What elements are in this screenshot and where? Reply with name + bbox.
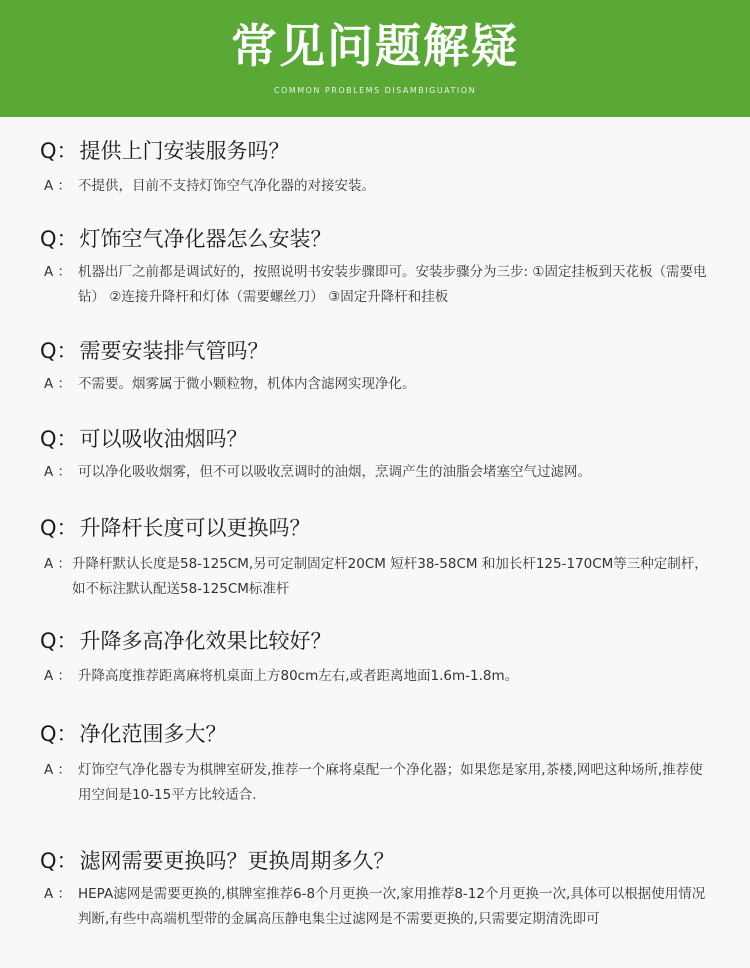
answer-prefix: A ： <box>44 886 72 902</box>
answer-text: 不需要。烟雾属于微小颗粒物，机体内含滤网实现净化。 <box>78 376 416 392</box>
faq-question <box>40 847 395 875</box>
answer-prefix: A ： <box>44 556 72 572</box>
faq-question <box>40 425 248 453</box>
answer-text: 可以净化吸收烟雾，但不可以吸收烹调时的油烟，烹调产生的油脂会堵塞空气过滤网。 <box>78 464 591 480</box>
header-banner <box>0 0 750 117</box>
question-prefix: Q： <box>40 722 78 746</box>
answer-prefix: A ： <box>44 668 72 684</box>
faq-question <box>40 337 269 365</box>
question-prefix: Q： <box>40 139 78 163</box>
faq-question <box>40 137 290 165</box>
question-prefix: Q： <box>40 227 78 251</box>
answer-prefix: A ： <box>44 178 72 194</box>
question-text: 升降杆长度可以更换吗？ <box>79 516 311 540</box>
faq-question <box>40 225 332 253</box>
question-text: 可以吸收油烟吗？ <box>79 427 248 451</box>
answer-text: 灯饰空气净化器专为棋牌室研发,推荐一个麻将桌配一个净化器；如果您是家用,茶楼,网吧这种场所,推荐使用空间是10-15平方比较适合. <box>78 762 703 803</box>
answer-prefix: A ： <box>44 264 72 280</box>
question-prefix: Q： <box>40 516 78 540</box>
question-prefix: Q： <box>40 427 78 451</box>
question-prefix: Q： <box>40 629 78 653</box>
answer-text: 机器出厂之前都是调试好的，按照说明书安装步骤即可。安装步骤分为三步: ①固定挂板到天花板（需要电钻） ②连接升降杆和灯体（需要螺丝刀） ③固定升降杆和挂板 <box>78 264 707 305</box>
answer-text: 不提供，目前不支持灯饰空气净化器的对接安装。 <box>78 178 375 194</box>
faq-question <box>40 720 227 748</box>
question-text: 滤网需要更换吗？更换周期多久？ <box>79 849 395 873</box>
answer-text: 升降高度推荐距离麻将机桌面上方80cm左右,或者距离地面1.6m-1.8m。 <box>78 668 519 684</box>
question-text: 净化范围多大？ <box>79 722 227 746</box>
question-text: 升降多高净化效果比较好？ <box>79 629 332 653</box>
question-text: 提供上门安装服务吗？ <box>79 139 290 163</box>
page-title: 常见问题解疑 <box>231 19 519 73</box>
answer-text: 升降杆默认长度是58-125CM,另可定制固定杆20CM 短杆38-58CM 和加长杆125-170CM等三种定制杆，如不标注默认配送58-125CM标准杆 <box>72 556 708 597</box>
page-subtitle: COMMON PROBLEMS DISAMBIGUATION <box>273 86 477 95</box>
question-prefix: Q： <box>40 849 78 873</box>
question-text: 灯饰空气净化器怎么安装？ <box>79 227 332 251</box>
faq-question <box>40 627 332 655</box>
answer-text: HEPA滤网是需要更换的,棋牌室推荐6-8个月更换一次,家用推荐8-12个月更换一次,具体可以根据使用情况判断,有些中高端机型带的金属高压静电集尘过滤网是不需要更换的,只需要定期清洗即可 <box>78 886 706 927</box>
answer-prefix: A ： <box>44 464 72 480</box>
faq-question <box>40 514 311 542</box>
question-prefix: Q： <box>40 339 78 363</box>
question-text: 需要安装排气管吗？ <box>79 339 269 363</box>
answer-prefix: A ： <box>44 762 72 778</box>
answer-prefix: A ： <box>44 376 72 392</box>
